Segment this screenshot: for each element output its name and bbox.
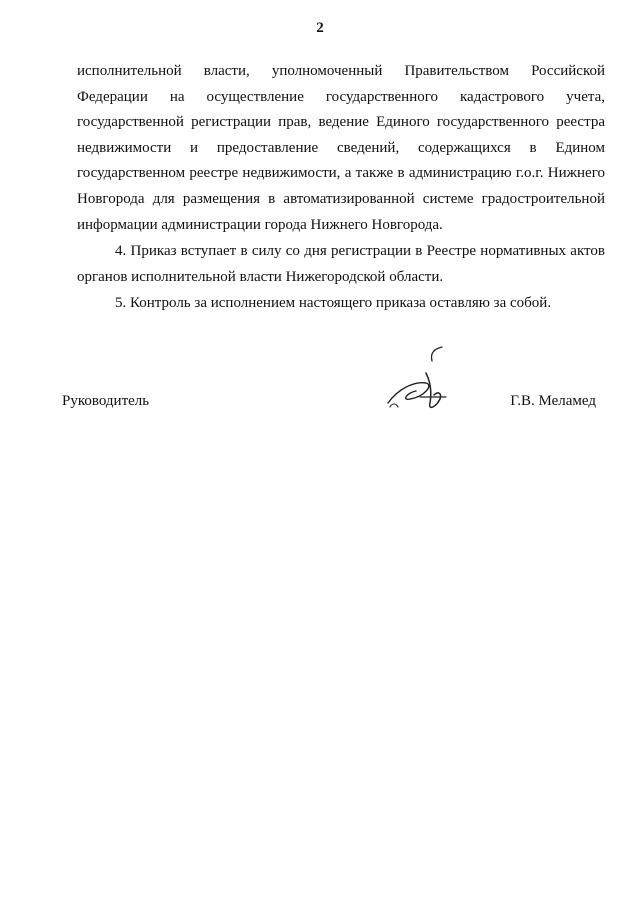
- signatory-role: Руководитель: [62, 393, 150, 409]
- handwritten-signature: [380, 341, 460, 421]
- paragraph-item-4: 4. Приказ вступает в силу со дня регистрации в Реестре нормативных актов органов исполнительной власти Нижегородской области.: [77, 243, 605, 285]
- page-number: 2: [316, 20, 324, 36]
- document-body: [77, 59, 605, 317]
- signature-block: [62, 387, 602, 427]
- paragraph-continuation: исполнительной власти, уполномоченный Правительством Российской Федерации на осуществление государственного кадастрового учета, государственной регистрации прав, ведение Единого государственного реестра недвижимости и предоставление сведений, содержащихся в Едином государственном реестре недвижимости, а также в администрацию г.о.г. Нижнего Новгорода для размещения в автоматизированной системе градостроительной информации администрации города Нижнего Новгорода.: [77, 63, 605, 233]
- signatory-name: Г.В. Меламед: [510, 393, 596, 409]
- paragraph-item-5: 5. Контроль за исполнением настоящего приказа оставляю за собой.: [115, 295, 552, 312]
